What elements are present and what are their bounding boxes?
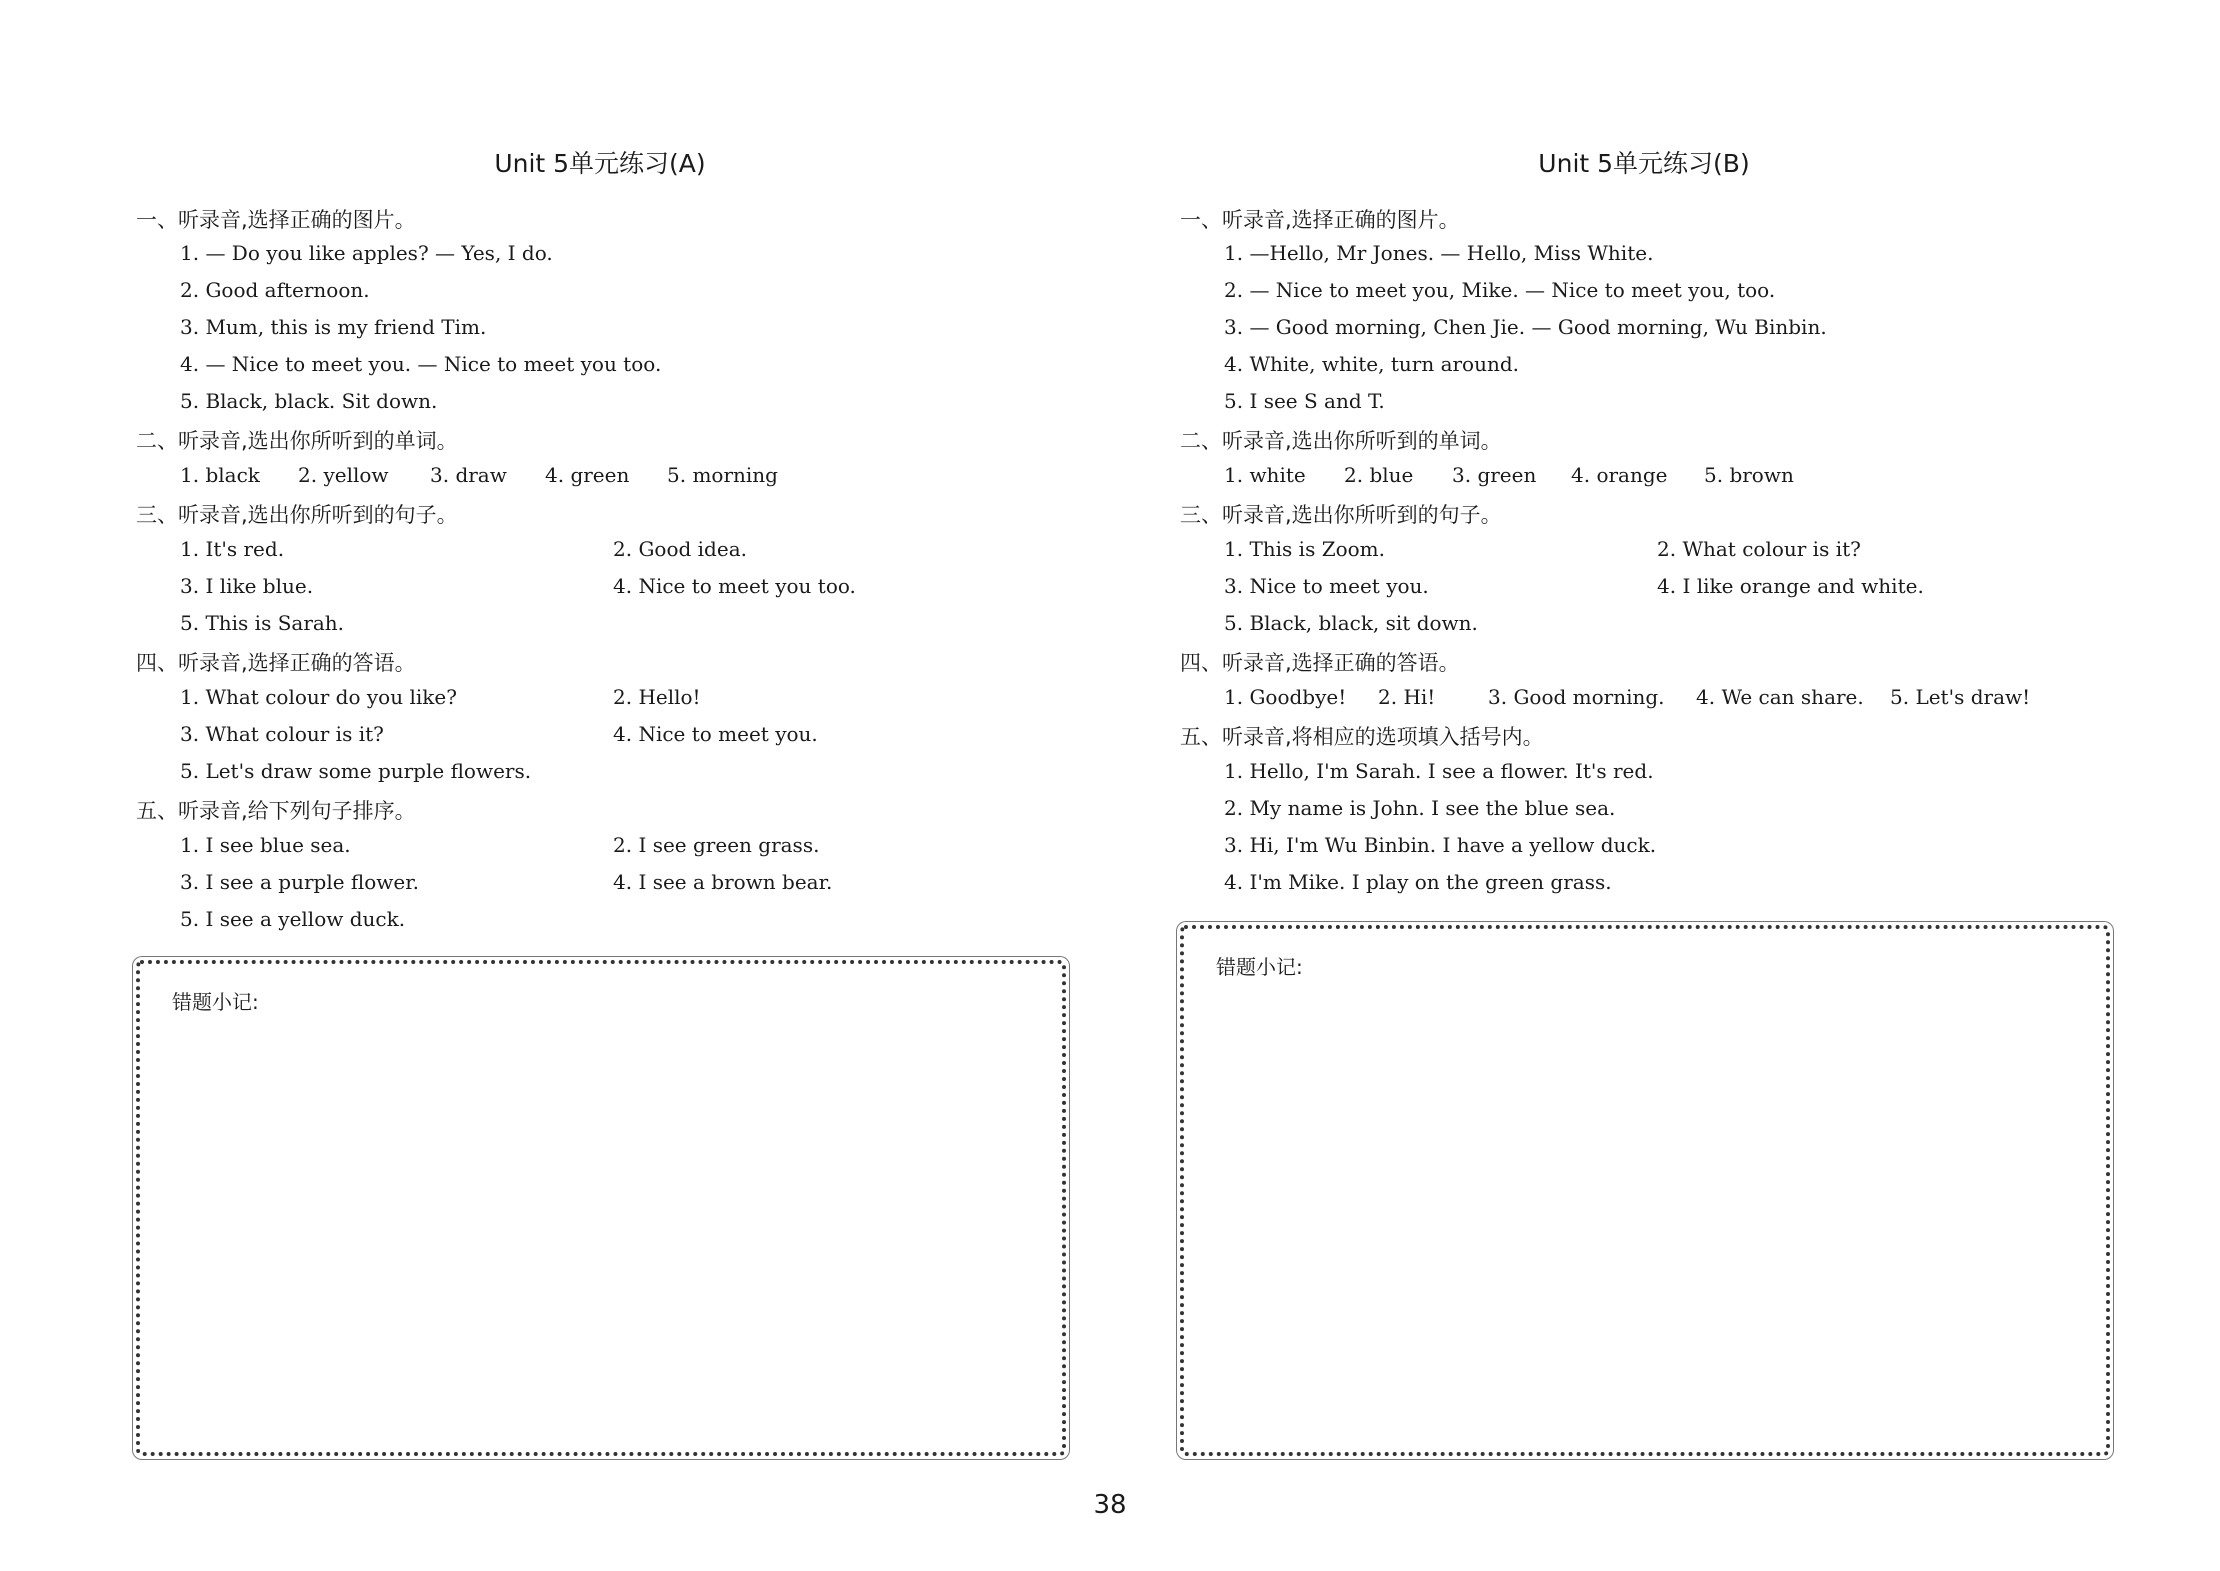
a-error-notes-box bbox=[136, 960, 1066, 1456]
a-ex3-item: 1. It's red. bbox=[180, 537, 285, 561]
b-ex2-item: 2. blue bbox=[1344, 463, 1414, 487]
a-error-notes-label: 错题小记: bbox=[172, 990, 259, 1014]
a-ex1-item: 2. Good afternoon. bbox=[180, 278, 370, 302]
a-ex1-item: 1. — Do you like apples? — Yes, I do. bbox=[180, 241, 553, 265]
a-ex4-item: 4. Nice to meet you. bbox=[613, 722, 818, 746]
worksheet-a bbox=[0, 0, 1000, 1500]
page-number: 38 bbox=[1093, 1490, 1127, 1520]
a-ex2-item: 4. green bbox=[545, 463, 630, 487]
b-ex4-item: 1. Goodbye! bbox=[1224, 685, 1347, 709]
b-ex1-item: 4. White, white, turn around. bbox=[1224, 352, 1520, 376]
a-ex3-item: 5. This is Sarah. bbox=[180, 611, 345, 635]
a-ex4-heading: 四、听录音,选择正确的答语。 bbox=[136, 651, 416, 675]
a-ex5-item: 1. I see blue sea. bbox=[180, 833, 351, 857]
a-ex5-item: 5. I see a yellow duck. bbox=[180, 907, 406, 931]
b-ex3-heading: 三、听录音,选出你所听到的句子。 bbox=[1180, 503, 1502, 527]
a-ex5-item: 4. I see a brown bear. bbox=[613, 870, 833, 894]
b-ex4-item: 3. Good morning. bbox=[1488, 685, 1665, 709]
b-ex4-item: 5. Let's draw! bbox=[1890, 685, 2031, 709]
worksheet-b-title: Unit 5单元练习(B) bbox=[1538, 149, 1750, 178]
b-ex5-heading: 五、听录音,将相应的选项填入括号内。 bbox=[1180, 725, 1544, 749]
a-ex2-item: 2. yellow bbox=[298, 463, 389, 487]
b-ex1-item: 3. — Good morning, Chen Jie. — Good morning, Wu Binbin. bbox=[1224, 315, 1827, 339]
b-ex1-item: 1. —Hello, Mr Jones. — Hello, Miss White. bbox=[1224, 241, 1654, 265]
a-ex5-heading: 五、听录音,给下列句子排序。 bbox=[136, 799, 416, 823]
a-ex1-item: 3. Mum, this is my friend Tim. bbox=[180, 315, 487, 339]
a-ex1-item: 4. — Nice to meet you. — Nice to meet you too. bbox=[180, 352, 662, 376]
a-ex1-item: 5. Black, black. Sit down. bbox=[180, 389, 438, 413]
a-ex2-item: 1. black bbox=[180, 463, 260, 487]
b-error-notes-label: 错题小记: bbox=[1216, 955, 1303, 979]
a-ex3-item: 3. I like blue. bbox=[180, 574, 314, 598]
a-ex4-item: 5. Let's draw some purple flowers. bbox=[180, 759, 532, 783]
a-ex4-item: 1. What colour do you like? bbox=[180, 685, 457, 709]
a-ex4-item: 2. Hello! bbox=[613, 685, 701, 709]
b-ex3-item: 3. Nice to meet you. bbox=[1224, 574, 1429, 598]
a-ex1-heading: 一、听录音,选择正确的图片。 bbox=[136, 208, 416, 232]
b-ex2-item: 3. green bbox=[1452, 463, 1537, 487]
b-ex3-item: 4. I like orange and white. bbox=[1657, 574, 1924, 598]
b-ex1-item: 5. I see S and T. bbox=[1224, 389, 1385, 413]
a-ex3-item: 2. Good idea. bbox=[613, 537, 747, 561]
b-ex5-item: 3. Hi, I'm Wu Binbin. I have a yellow duck. bbox=[1224, 833, 1657, 857]
b-ex5-item: 2. My name is John. I see the blue sea. bbox=[1224, 796, 1616, 820]
b-ex1-heading: 一、听录音,选择正确的图片。 bbox=[1180, 208, 1460, 232]
worksheet-a-title: Unit 5单元练习(A) bbox=[494, 149, 706, 178]
a-ex2-heading: 二、听录音,选出你所听到的单词。 bbox=[136, 429, 458, 453]
b-ex5-item: 1. Hello, I'm Sarah. I see a flower. It's red. bbox=[1224, 759, 1654, 783]
b-ex2-item: 1. white bbox=[1224, 463, 1306, 487]
b-ex1-item: 2. — Nice to meet you, Mike. — Nice to meet you, too. bbox=[1224, 278, 1776, 302]
a-ex3-item: 4. Nice to meet you too. bbox=[613, 574, 856, 598]
b-error-notes-box bbox=[1180, 925, 2110, 1456]
a-ex2-item: 3. draw bbox=[430, 463, 507, 487]
a-ex5-item: 3. I see a purple flower. bbox=[180, 870, 419, 894]
b-ex3-item: 1. This is Zoom. bbox=[1224, 537, 1385, 561]
b-ex4-item: 2. Hi! bbox=[1378, 685, 1436, 709]
a-ex5-item: 2. I see green grass. bbox=[613, 833, 820, 857]
b-ex2-item: 5. brown bbox=[1704, 463, 1794, 487]
b-ex5-item: 4. I'm Mike. I play on the green grass. bbox=[1224, 870, 1612, 894]
b-ex4-item: 4. We can share. bbox=[1696, 685, 1864, 709]
b-ex2-item: 4. orange bbox=[1571, 463, 1668, 487]
b-ex3-item: 5. Black, black, sit down. bbox=[1224, 611, 1478, 635]
worksheet-b bbox=[1044, 0, 2044, 1500]
b-ex2-heading: 二、听录音,选出你所听到的单词。 bbox=[1180, 429, 1502, 453]
a-ex3-heading: 三、听录音,选出你所听到的句子。 bbox=[136, 503, 458, 527]
a-ex4-item: 3. What colour is it? bbox=[180, 722, 384, 746]
b-ex4-heading: 四、听录音,选择正确的答语。 bbox=[1180, 651, 1460, 675]
b-ex3-item: 2. What colour is it? bbox=[1657, 537, 1861, 561]
a-ex2-item: 5. morning bbox=[667, 463, 778, 487]
